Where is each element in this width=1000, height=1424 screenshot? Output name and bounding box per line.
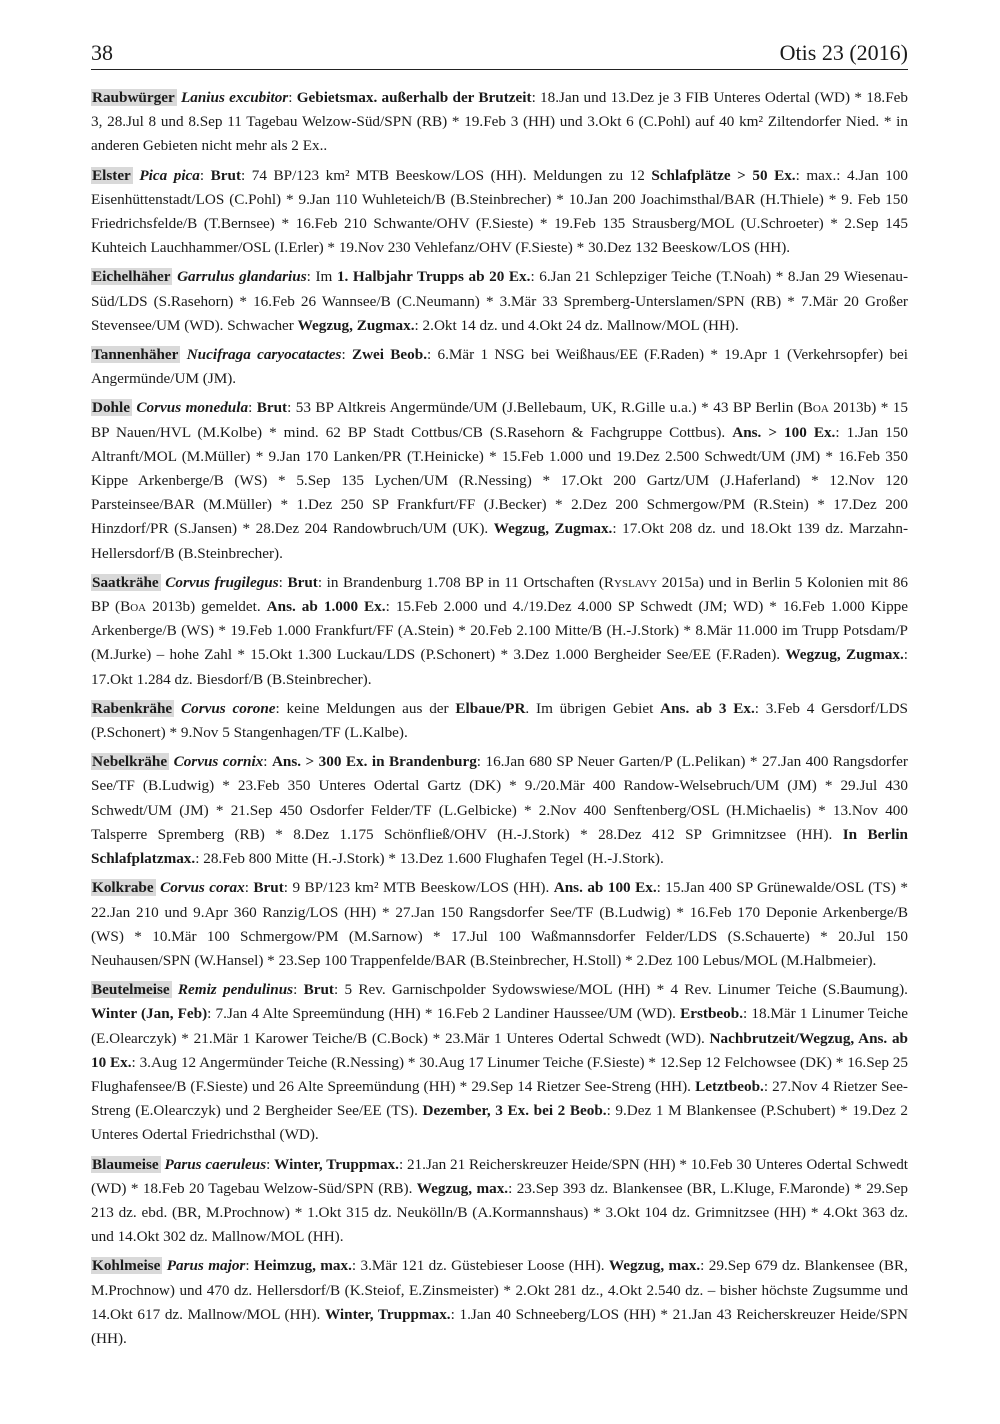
entry-heading-text: Ans. ab 100 Ex. bbox=[553, 879, 657, 897]
species-latin-name: Corvus monedula bbox=[136, 399, 249, 417]
entry-text: : 18.Jan und 13.Dez je 3 FIB Unteres Odertal (WD) * 18.Feb 3, 28.Jul 8 und 8.Sep 11 Tagebau Welzow-Süd/SPN (RB) * 19.Feb 3 (HH) und 3.Okt 6 (C.Pohl) auf 40 km² Ziltendorfer Nied. * in anderen Gebieten nicht mehr als 2 Ex.. bbox=[91, 89, 908, 155]
entry-heading-text: Gebietsmax. außerhalb der Brutzeit bbox=[296, 89, 532, 106]
citation-author: Boa bbox=[120, 598, 147, 616]
species-latin-name: Corvus corone bbox=[180, 699, 276, 717]
entry-heading-text: Brut bbox=[287, 573, 318, 591]
entry-text: : in Brandenburg 1.708 BP in 11 Ortschaften ( bbox=[317, 573, 604, 591]
entry-text: : 17.Okt 1.284 dz. Biesdorf/B (B.Steinbrecher). bbox=[91, 646, 908, 688]
species-name: Saatkrähe bbox=[92, 573, 159, 591]
entry-heading-text: Letztbeob. bbox=[695, 1077, 764, 1095]
entry-text: : 15.Jan 400 SP Grünewalde/OSL (TS) * 22.Jan 210 und 9.Apr 360 Ranzig/LOS (HH) * 27.Jan 150 Rangsdorfer See/TF (B.Ludwig) * 16.Feb 170 Deponie Arkenberge/B (WS) * 10.Mär 100 Schmergow/PM (M.Sarnow) * 17.Jul 100 Waßmannsdorfer Felder/LDS (S.Schauerte) * 20.Jul 150 Neuhausen/SPN (W.Hansel) * 23.Sep 100 Trappenfelde/BAR (B.Steinbrecher, H.Stoll) * 2.Dez 100 Lebus/MOL (M.Halbmeier). bbox=[91, 879, 908, 969]
entry-text: : 18.Mär 1 Linumer Teiche (E.Olearczyk) * 21.Mär 1 Karower Teiche/B (C.Bock) * 23.Mär 1 Unteres Odertal Schwedt (WD). bbox=[91, 1005, 909, 1047]
entry-heading-text: Ans. ab 1.000 Ex. bbox=[266, 598, 386, 616]
species-latin-name: Corvus corax bbox=[160, 879, 245, 897]
species-list bbox=[91, 86, 908, 1356]
entry-text: : bbox=[278, 573, 288, 591]
species-latin-name: Garrulus glandarius bbox=[177, 268, 307, 286]
species-name: Eichelhäher bbox=[92, 268, 171, 286]
entry-heading-text: Brut bbox=[256, 399, 288, 417]
entry-text: : 7.Jan 4 Alte Spreemündung (HH) * 16.Feb 2 Landiner Haussee/UM (WD). bbox=[207, 1005, 681, 1023]
species-name: Tannenhäher bbox=[92, 346, 179, 364]
entry-heading-text: Brut bbox=[253, 879, 284, 897]
citation-author: Boa bbox=[802, 399, 829, 417]
entry-text: : 3.Aug 12 Angermünder Teiche (R.Nessing) * 30.Aug 17 Linumer Teiche (F.Sieste) * 12.Sep 12 Felchowsee (DK) * 16.Sep 25 Flughafensee/B (F.Sieste) und 26 Alte Spreemündung (HH) * 29.Sep 14 Rietzer See-Streng (HH). bbox=[91, 1053, 908, 1095]
entry-text: : 28.Feb 800 Mitte (H.-J.Stork) * 13.Dez 1.600 Flughafen Tegel (H.-J.Stork). bbox=[195, 850, 664, 868]
species-entry bbox=[91, 876, 908, 973]
entry-heading-text: Wegzug, max. bbox=[608, 1257, 701, 1275]
species-entry bbox=[91, 1153, 908, 1250]
entry-text: : 5 Rev. Garnischpolder Sydowswiese/MOL (HH) * 4 Rev. Linumer Teiche (S.Baumung). bbox=[333, 981, 908, 999]
entry-text: : 1.Jan 150 Altranft/MOL (M.Müller) * 9.Jan 170 Lanken/PR (T.Heinicke) * 15.Feb 1.000 und 19.Dez 2.500 Schwedt/UM (JM) * 16.Feb 350 Kippe Arkenberge/B (WS) * 5.Sep 135 Lychen/UM (R.Nessing) * 17.Okt 200 Gartz/UM (J.Haferland) * 12.Nov 120 Parsteinsee/BAR (M.Müller) * 1.Dez 250 SP Frankfurt/FF (J.Becker) * 2.Dez 200 Schmergow/PM (R.Stein) * 17.Dez 200 Hinzdorf/PR (S.Jansen) * 28.Dez 204 Randowbruch/UM (UK). bbox=[91, 423, 908, 538]
entry-text: : bbox=[288, 89, 297, 106]
entry-heading-text: Winter, Truppmax. bbox=[325, 1305, 451, 1323]
species-name: Kolkrabe bbox=[92, 879, 154, 897]
species-name: Rabenkrähe bbox=[92, 699, 173, 717]
species-name: Elster bbox=[92, 166, 131, 184]
species-name: Beutelmeise bbox=[92, 981, 170, 999]
entry-text: : 3.Feb 4 Gersdorf/LDS (P.Schonert) * 9.Nov 5 Stangenhagen/TF (L.Kalbe). bbox=[91, 699, 909, 742]
species-latin-name: Corvus cornix bbox=[173, 753, 264, 771]
species-entry bbox=[91, 265, 908, 338]
species-latin-name: Corvus frugilegus bbox=[165, 573, 279, 591]
entry-heading-text: Heimzug, max. bbox=[253, 1257, 352, 1275]
entry-text: : bbox=[341, 346, 352, 364]
entry-heading-text: Wegzug, Zugmax. bbox=[493, 520, 613, 538]
entry-heading-text: Zwei Beob. bbox=[351, 346, 428, 364]
entry-text: : 9 BP/123 km² MTB Beeskow/LOS (HH). bbox=[283, 879, 554, 897]
entry-text: 2015a) und in Berlin 5 Kolonien mit 86 BP ( bbox=[91, 573, 908, 616]
species-entry bbox=[91, 396, 908, 565]
species-latin-name: Lanius excubitor bbox=[180, 89, 289, 106]
species-name: Kohlmeise bbox=[92, 1257, 161, 1275]
entry-heading-text: Brut bbox=[303, 981, 334, 999]
entry-text: : bbox=[266, 1155, 275, 1173]
entry-text: : 2.Okt 14 dz. und 4.Okt 24 dz. Mallnow/MOL (HH). bbox=[414, 316, 739, 334]
entry-heading-text: Wegzug, max. bbox=[416, 1179, 509, 1197]
species-name: Dohle bbox=[92, 399, 130, 417]
species-entry bbox=[91, 86, 908, 159]
species-latin-name: Nucifraga caryocatactes bbox=[186, 346, 342, 364]
entry-heading-text: 1. Halbjahr Trupps ab 20 Ex. bbox=[336, 268, 531, 286]
entry-text: : 1.Jan 40 Schneeberg/LOS (HH) * 21.Jan 43 Reicherskreuzer Heide/SPN (HH). bbox=[91, 1305, 908, 1347]
entry-heading-text: Brut bbox=[210, 166, 242, 184]
page-header bbox=[91, 38, 908, 72]
entry-text: : 27.Nov 4 Rietzer See-Streng (E.Olearczyk) und 2 Bergheider See/EE (TS). bbox=[91, 1077, 908, 1120]
entry-text: : bbox=[248, 399, 257, 417]
entry-text: : 74 BP/123 km² MTB Beeskow/LOS (HH). Meldungen zu 12 bbox=[241, 166, 652, 184]
species-entry bbox=[91, 1254, 908, 1351]
species-latin-name: Remiz pendulinus bbox=[177, 981, 294, 999]
entry-heading-text: Elbaue/PR bbox=[455, 699, 526, 717]
entry-heading-text: In Berlin Schlafplatzmax. bbox=[91, 825, 908, 868]
entry-heading-text: Winter, Truppmax. bbox=[274, 1155, 399, 1173]
species-latin-name: Parus major bbox=[166, 1257, 246, 1275]
entry-heading-text: Erstbeob. bbox=[680, 1005, 743, 1023]
entry-text: : 53 BP Altkreis Angermünde/UM (J.Bellebaum, UK, R.Gille u.a.) * 43 BP Berlin ( bbox=[287, 399, 803, 417]
entry-text: : 3.Mär 121 dz. Güstebieser Loose (HH). bbox=[351, 1257, 609, 1275]
entry-text: : Im bbox=[306, 268, 337, 286]
entry-text: : bbox=[244, 879, 254, 897]
species-name: Blaumeise bbox=[92, 1155, 159, 1173]
species-entry bbox=[91, 164, 908, 261]
entry-text: : 21.Jan 21 Reicherskreuzer Heide/SPN (HH) * 10.Feb 30 Unteres Odertal Schwedt (WD) * 18.Feb 20 Tagebau Welzow-Süd/SPN (RB). bbox=[91, 1155, 909, 1197]
species-entry bbox=[91, 571, 908, 692]
entry-text: : bbox=[293, 981, 304, 999]
page-number: 38 bbox=[91, 40, 113, 65]
entry-heading-text: Wegzug, Zugmax. bbox=[297, 316, 415, 334]
entry-text: : 9.Dez 1 M Blankensee (P.Schubert) * 19.Dez 2 Unteres Odertal Friedrichsthal (WD). bbox=[91, 1102, 908, 1144]
journal-reference: Otis 23 (2016) bbox=[779, 40, 908, 65]
entry-text: : 6.Jan 21 Schlepziger Teiche (T.Noah) * 8.Jan 29 Wiesenau-Süd/LDS (S.Rasehorn) * 16.Feb 26 Wannsee/B (C.Neumann) * 3.Mär 33 Spremberg-Unterslamen/SPN (RB) * 7.Mär 20 Großer Stevensee/UM (WD). Schwacher bbox=[91, 268, 909, 334]
species-entry bbox=[91, 750, 908, 871]
entry-text: : bbox=[199, 166, 211, 184]
entry-heading-text: Dezember, 3 Ex. bei 2 Beob. bbox=[422, 1102, 607, 1120]
species-entry bbox=[91, 697, 908, 745]
entry-text: : 23.Sep 393 dz. Blankensee (BR, L.Kluge, F.Maronde) * 29.Sep 213 dz. ebd. (BR, M.Prochnow) * 1.Okt 315 dz. Neukölln/B (A.Kormannshaus) * 3.Okt 104 dz. Grimnitzsee (HH) * 4.Okt 363 dz. und 14.Okt 302 dz. Mallnow/MOL (HH). bbox=[91, 1179, 908, 1246]
entry-text: : keine Meldungen aus der bbox=[275, 699, 456, 717]
entry-heading-text: Ans. > 300 Ex. in Brandenburg bbox=[271, 753, 477, 771]
species-entry bbox=[91, 343, 908, 391]
species-latin-name: Pica pica bbox=[139, 166, 200, 184]
entry-heading-text: Wegzug, Zugmax. bbox=[785, 646, 904, 664]
citation-author: Ryslavy bbox=[603, 573, 658, 591]
header-rule bbox=[91, 69, 908, 70]
entry-text: 2013b) gemeldet. bbox=[146, 598, 267, 616]
entry-text: : 29.Sep 679 dz. Blankensee (BR, M.Prochnow) und 470 dz. Hellersdorf/B (K.Steiof, E.Zinsmeister) * 2.Okt 281 dz., 4.Okt 2.540 dz. – bisher höchste Zugsumme und 14.Okt 617 dz. Mallnow/MOL (HH). bbox=[91, 1257, 908, 1323]
entry-heading-text: Ans. ab 3 Ex. bbox=[660, 699, 755, 717]
entry-text: : 16.Jan 680 SP Neuer Garten/P (L.Pelikan) * 27.Jan 400 Rangsdorfer See/TF (B.Ludwig) * 23.Feb 350 Unteres Odertal Gartz (DK) * 9./20.Mär 400 Randow-Welsebruch/UM (JM) * 29.Jul 430 Schwedt/UM (JM) * 21.Sep 450 Osdorfer Felder/TF (L.Gelbicke) * 2.Nov 400 Senftenberg/OSL (H.Michaelis) * 13.Nov 400 Talsperre Spremberg (RB) * 8.Dez 1.175 Schönfließ/OHV (H.-J.Stork) * 28.Dez 412 SP Grimnitzsee (HH). bbox=[91, 753, 908, 843]
entry-text: : 17.Okt 208 dz. und 18.Okt 139 dz. Marzahn-Hellersdorf/B (B.Steinbrecher). bbox=[91, 520, 908, 562]
entry-heading-text: Schlafplätze > 50 Ex. bbox=[651, 166, 796, 184]
entry-text: : max.: 4.Jan 100 Eisenhüttenstadt/LOS (C.Pohl) * 9.Jan 110 Wuhleteich/B (B.Steinbrecher) * 10.Jan 200 Joachimsthal/BAR (H.Thiele) * 9. Feb 150 Friedrichsfelde/B (T.Bernsee) * 16.Feb 210 Schwante/OHV (F.Sieste) * 19.Feb 135 Strausberg/MOL (U.Schroeter) * 2.Sep 145 Kuhteich Lauchhammer/OSL (I.Erler) * 19.Nov 230 Vehlefanz/OHV (F.Sieste) * 30.Dez 132 Beeskow/LOS (HH). bbox=[91, 166, 908, 257]
entry-text: : bbox=[263, 753, 272, 771]
entry-text: : 6.Mär 1 NSG bei Weißhaus/EE (F.Raden) * 19.Apr 1 (Verkehrsopfer) bei Angermünde/UM (JM). bbox=[91, 346, 908, 388]
entry-text: : bbox=[245, 1257, 254, 1275]
species-latin-name: Parus caeruleus bbox=[164, 1155, 267, 1173]
entry-text: 2013b) * 15 BP Nauen/HVL (M.Kolbe) * mind. 62 BP Stadt Cottbus/CB (S.Rasehorn & Fachgruppe Cottbus). bbox=[91, 399, 908, 441]
species-entry bbox=[91, 978, 908, 1147]
entry-heading-text: Winter (Jan, Feb) bbox=[91, 1005, 208, 1023]
entry-heading-text: Ans. > 100 Ex. bbox=[732, 423, 836, 441]
entry-text: : 15.Feb 2.000 und 4./19.Dez 4.000 SP Schwedt (JM; WD) * 16.Feb 1.000 Kippe Arkenberge/B (WS) * 19.Feb 1.000 Frankfurt/FF (A.Stein) * 20.Feb 2.100 Mitte/B (H.-J.Stork) * 8.Mär 11.000 im Trupp Potsdam/P (M.Jurke) – hohe Zahl * 15.Okt 1.300 Luckau/LDS (P.Schonert) * 3.Dez 1.000 Bergheider See/EE (F.Raden). bbox=[91, 598, 908, 664]
entry-text: . Im übrigen Gebiet bbox=[525, 699, 661, 717]
species-name: Nebelkrähe bbox=[92, 753, 168, 771]
entry-heading-text: Nachbrutzeit/Wegzug, Ans. ab 10 Ex. bbox=[91, 1029, 908, 1071]
species-name: Raubwürger bbox=[92, 89, 175, 106]
